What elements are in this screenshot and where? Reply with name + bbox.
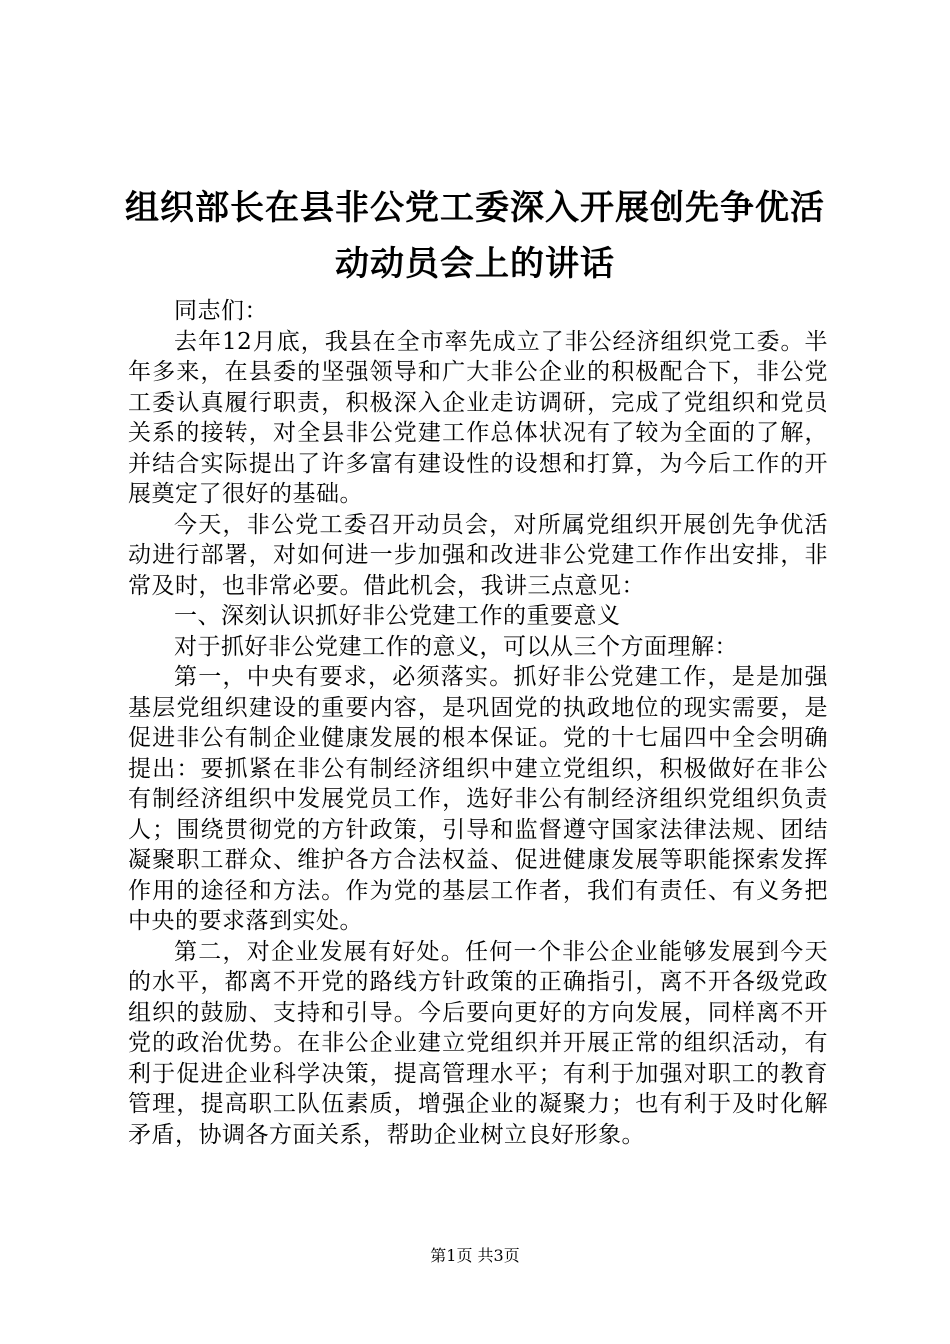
body-paragraph: 第二，对企业发展有好处。任何一个非公企业能够发展到今天的水平，都离不开党的路线方针政策的正确指引，离不开各级党政组织的鼓励、支持和引导。今后要向更好的方向发展，同样离不开党的政治优势。在非公企业建立党组织并开展正常的组织活动，有利于促进企业科学决策，提高管理水平；有利于加强对职工的教育管理，提高职工队伍素质，增强企业的凝聚力；也有利于及时化解矛盾，协调各方面关系，帮助企业树立良好形象。 bbox=[128, 938, 828, 1148]
document-title: 组织部长在县非公党工委深入开展创先争优活动动员会上的讲话 bbox=[125, 188, 825, 284]
body-paragraph: 对于抓好非公党建工作的意义，可以从三个方面理解： bbox=[174, 633, 738, 660]
body-paragraph: 今天，非公党工委召开动员会，对所属党组织开展创先争优活动进行部署，对如何进一步加强和改进非公党建工作作出安排，非常及时，也非常必要。借此机会，我讲三点意见： bbox=[128, 511, 828, 599]
body-paragraph: 第一，中央有要求，必须落实。抓好非公党建工作，是是加强基层党组织建设的重要内容，是巩固党的执政地位的现实需要，是促进非公有制企业健康发展的根本保证。党的十七届四中全会明确提出：要抓紧在非公有制经济组织中建立党组织，积极做好在非公有制经济组织中发展党员工作，选好非公有制经济组织党组织负责人；围绕贯彻党的方针政策，引导和监督遵守国家法律法规、团结凝聚职工群众、维护各方合法权益、促进健康发展等职能探索发挥作用的途径和方法。作为党的基层工作者，我们有责任、有义务把中央的要求落到实处。 bbox=[128, 664, 828, 934]
section-heading: 一、深刻认识抓好非公党建工作的重要意义 bbox=[174, 603, 621, 629]
salutation-paragraph: 同志们： bbox=[174, 298, 268, 324]
document-body bbox=[128, 296, 828, 1150]
body-paragraph: 去年12月底，我县在全市率先成立了非公经济组织党工委。半年多来，在县委的坚强领导和广大非公企业的积极配合下，非公党工委认真履行职责，积极深入企业走访调研，完成了党组织和党员关系的接转，对全县非公党建工作总体状况有了较为全面的了解，并结合实际提出了许多富有建设性的设想和打算，为今后工作的开展奠定了很好的基础。 bbox=[128, 328, 828, 507]
page-footer: 第1页 共3页 bbox=[430, 1246, 520, 1265]
